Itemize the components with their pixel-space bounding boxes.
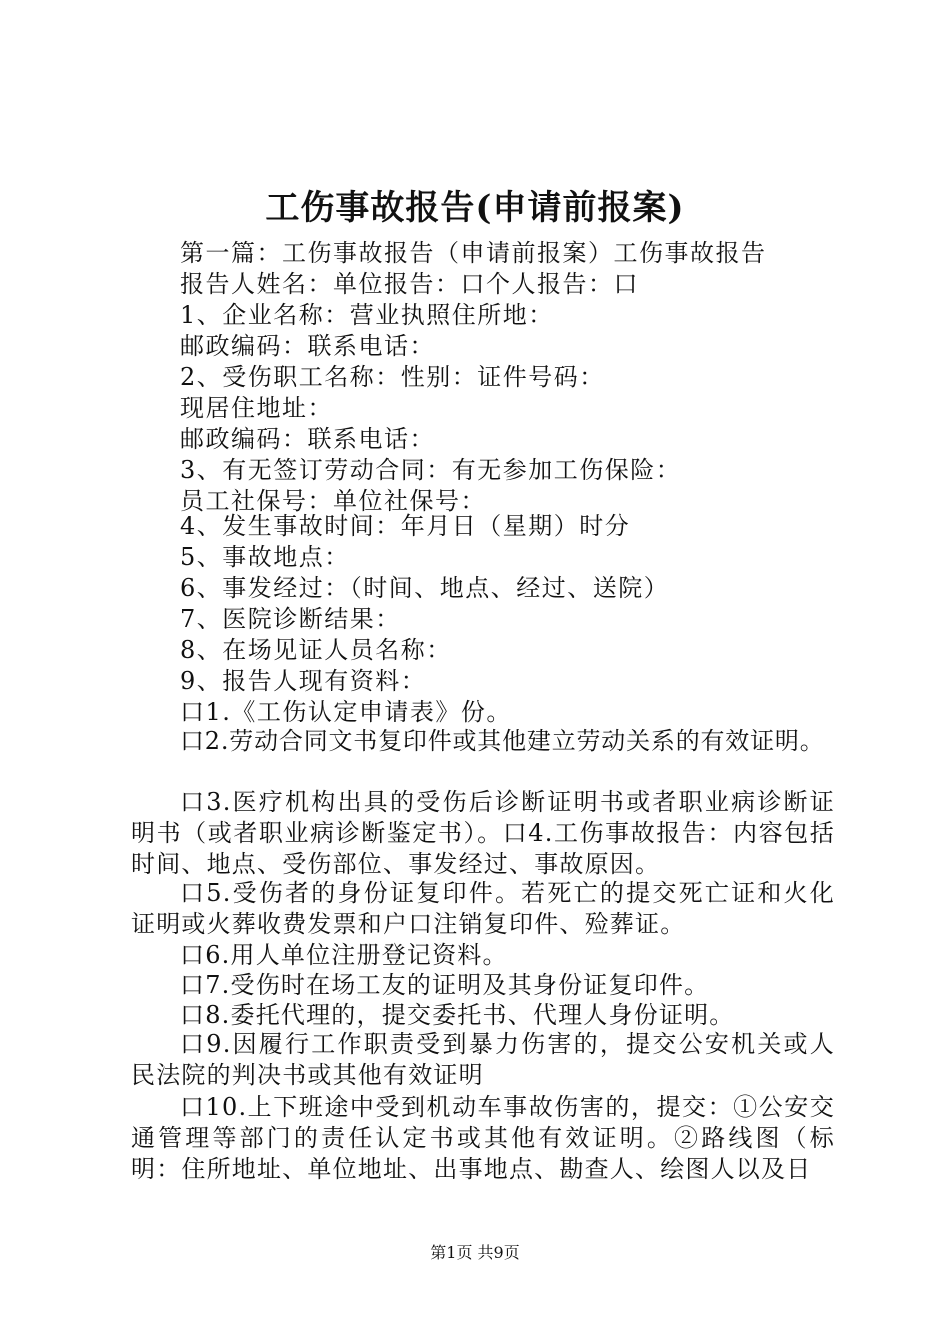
- paragraph: 口6.用人单位注册登记资料。: [180, 941, 508, 969]
- text-line: 8、在场见证人员名称：: [180, 636, 452, 664]
- text-line: 邮政编码：联系电话：: [180, 332, 435, 360]
- text-line: 6、事发经过：（时间、地点、经过、送院）: [180, 574, 670, 602]
- text-line: 9、报告人现有资料：: [180, 667, 427, 695]
- paragraph: 口7.受伤时在场工友的证明及其身份证复印件。: [180, 971, 710, 999]
- text-line: 5、事故地点：: [180, 543, 350, 571]
- text-line: 2、受伤职工名称：性别：证件号码：: [180, 363, 605, 391]
- paragraph: 口5.受伤者的身份证复印件。若死亡的提交死亡证和火化证明或火葬收费发票和户口注销复印件、殓葬证。: [131, 879, 835, 938]
- text-line: 邮政编码：联系电话：: [180, 425, 435, 453]
- document-title: 工伤事故报告(申请前报案): [265, 188, 685, 228]
- text-line: 口1.《工伤认定申请表》份。: [180, 698, 512, 726]
- paragraph: 口9.因履行工作职责受到暴力伤害的，提交公安机关或人民法院的判决书或其他有效证明: [131, 1030, 835, 1089]
- text-line: 7、医院诊断结果：: [180, 605, 401, 633]
- text-line: 第一篇：工伤事故报告（申请前报案）工伤事故报告: [180, 239, 767, 267]
- text-line: 4、发生事故时间：年月日（星期）时分: [180, 512, 631, 540]
- text-line: 口2.劳动合同文书复印件或其他建立劳动关系的有效证明。: [180, 727, 825, 755]
- text-line: 报告人姓名：单位报告：口个人报告：口: [180, 270, 639, 298]
- text-line: 3、有无签订劳动合同：有无参加工伤保险：: [180, 456, 682, 484]
- text-line: 1、企业名称：营业执照住所地：: [180, 301, 554, 329]
- page-footer: 第1页 共9页: [430, 1243, 520, 1262]
- text-line: 现居住地址：: [180, 394, 333, 422]
- paragraph: 口10.上下班途中受到机动车事故伤害的，提交：①公安交通管理等部门的责任认定书或其他有效证明。②路线图（标明：住所地址、单位地址、出事地点、勘查人、绘图人以及日: [131, 1093, 835, 1183]
- text-line: 员工社保号：单位社保号：: [180, 487, 486, 515]
- paragraph: 口8.委托代理的，提交委托书、代理人身份证明。: [180, 1001, 735, 1029]
- paragraph: 口3.医疗机构出具的受伤后诊断证明书或者职业病诊断证明书（或者职业病诊断鉴定书）。口4.工伤事故报告：内容包括时间、地点、受伤部位、事发经过、事故原因。: [131, 788, 835, 878]
